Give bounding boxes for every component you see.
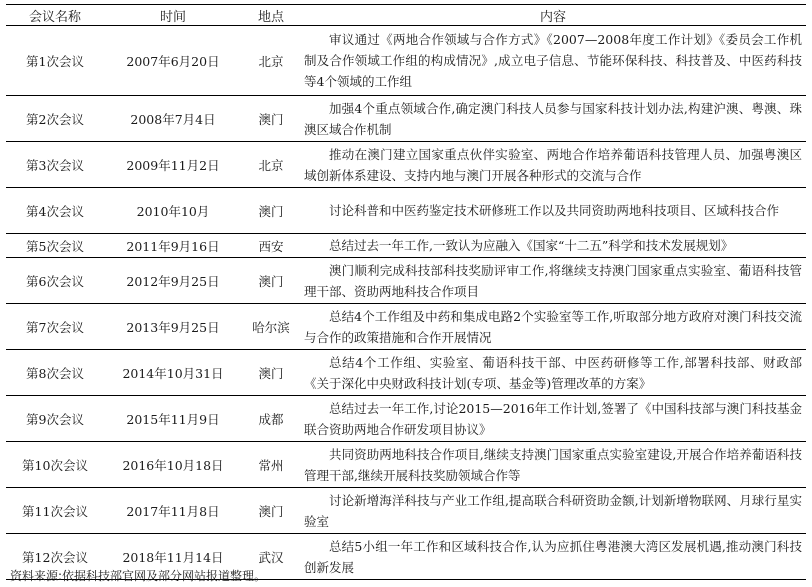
meeting-place-cell: 北京 (242, 142, 300, 188)
meeting-content-cell: 推动在澳门建立国家重点伙伴实验室、两地合作培养葡语科技管理人员、加强粤澳区域创新体系建设、支持内地与澳门开展各种形式的交流与合作 (300, 142, 806, 188)
table-header-row (6, 5, 806, 26)
table-row (6, 304, 806, 350)
meeting-name-cell: 第8次会议 (6, 350, 104, 396)
meeting-content-cell: 共同资助两地科技合作项目,继续支持澳门国家重点实验室建设,开展合作培养葡语科技管理干部,继续开展科技奖励领域合作等 (300, 442, 806, 488)
meeting-content-cell: 审议通过《两地合作领域与合作方式》《2007—2008年度工作计划》《委员会工作机制及合作领域工作组的构成情况》,成立电子信息、节能环保科技、科技普及、中医药科技等4个领域的工作组 (300, 26, 806, 96)
meeting-name-cell: 第1次会议 (6, 26, 104, 96)
meeting-name-cell: 第11次会议 (6, 488, 104, 534)
meeting-place-cell: 成都 (242, 396, 300, 442)
meeting-time-cell: 2013年9月25日 (104, 304, 242, 350)
meeting-content-cell: 总结5小组一年工作和区域科技合作,认为应抓住粤港澳大湾区发展机遇,推动澳门科技创新发展 (300, 534, 806, 580)
meeting-name-cell: 第10次会议 (6, 442, 104, 488)
meeting-time-cell: 2015年11月9日 (104, 396, 242, 442)
meeting-content-cell: 总结4个工作组及中药和集成电路2个实验室等工作,听取部分地方政府对澳门科技交流与合作的政策措施和合作开展情况 (300, 304, 806, 350)
meeting-place-cell: 常州 (242, 442, 300, 488)
meeting-content-cell: 讨论新增海洋科技与产业工作组,提高联合科研资助金额,计划新增物联网、月球行星实验室 (300, 488, 806, 534)
meeting-time-cell: 2008年7月4日 (104, 96, 242, 142)
meeting-content-cell: 澳门顺利完成科技部科技奖励评审工作,将继续支持澳门国家重点实验室、葡语科技管理干部、资助两地科技合作项目 (300, 258, 806, 304)
meeting-content-cell: 总结过去一年工作,讨论2015—2016年工作计划,签署了《中国科技部与澳门科技基金联合资助两地合作研发项目协议》 (300, 396, 806, 442)
table-row (6, 142, 806, 188)
source-note: 资料来源:依据科技部官网及部分网站报道整理。 (10, 569, 267, 583)
meeting-content-cell: 加强4个重点领域合作,确定澳门科技人员参与国家科技计划办法,构建沪澳、粤澳、珠澳区域合作机制 (300, 96, 806, 142)
meeting-name-cell: 第2次会议 (6, 96, 104, 142)
meeting-time-cell: 2007年6月20日 (104, 26, 242, 96)
meeting-content-cell: 总结过去一年工作,一致认为应融入《国家“十二五”科学和技术发展规划》 (300, 234, 806, 258)
meeting-time-cell: 2014年10月31日 (104, 350, 242, 396)
meeting-time-cell: 2018年11月14日 (104, 534, 242, 580)
meeting-time-cell: 2017年11月8日 (104, 488, 242, 534)
table-row (6, 258, 806, 304)
meeting-name-cell: 第6次会议 (6, 258, 104, 304)
meeting-table (6, 4, 806, 580)
meeting-name-cell: 第4次会议 (6, 188, 104, 234)
meeting-content-cell: 总结4个工作组、实验室、葡语科技干部、中医药研修等工作,部署科技部、财政部《关于深化中央财政科技计划(专项、基金等)管理改革的方案》 (300, 350, 806, 396)
meeting-place-cell: 澳门 (242, 188, 300, 234)
meeting-time-cell: 2016年10月18日 (104, 442, 242, 488)
meeting-time-cell: 2010年10月 (104, 188, 242, 234)
meeting-name-cell: 第12次会议 (6, 534, 104, 580)
table-row (6, 350, 806, 396)
table-row (6, 442, 806, 488)
meeting-content-cell: 讨论科普和中医药鉴定技术研修班工作以及共同资助两地科技项目、区域科技合作 (300, 188, 806, 234)
meeting-place-cell: 北京 (242, 26, 300, 96)
table-row (6, 396, 806, 442)
table-row (6, 234, 806, 258)
meeting-time-cell: 2012年9月25日 (104, 258, 242, 304)
meeting-table-container (6, 4, 806, 580)
meeting-time-cell: 2011年9月16日 (104, 234, 242, 258)
meeting-name-cell: 第7次会议 (6, 304, 104, 350)
table-row (6, 188, 806, 234)
table-row (6, 96, 806, 142)
header-time: 时间 (104, 5, 242, 26)
meeting-name-cell: 第9次会议 (6, 396, 104, 442)
header-content: 内容 (300, 5, 806, 26)
meeting-place-cell: 武汉 (242, 534, 300, 580)
table-row (6, 26, 806, 96)
meeting-place-cell: 西安 (242, 234, 300, 258)
header-place: 地点 (242, 5, 300, 26)
meeting-place-cell: 澳门 (242, 350, 300, 396)
meeting-time-cell: 2009年11月2日 (104, 142, 242, 188)
meeting-place-cell: 哈尔滨 (242, 304, 300, 350)
meeting-place-cell: 澳门 (242, 258, 300, 304)
header-meeting-name: 会议名称 (6, 5, 104, 26)
meeting-name-cell: 第3次会议 (6, 142, 104, 188)
meeting-place-cell: 澳门 (242, 488, 300, 534)
table-row (6, 488, 806, 534)
meeting-place-cell: 澳门 (242, 96, 300, 142)
meeting-name-cell: 第5次会议 (6, 234, 104, 258)
